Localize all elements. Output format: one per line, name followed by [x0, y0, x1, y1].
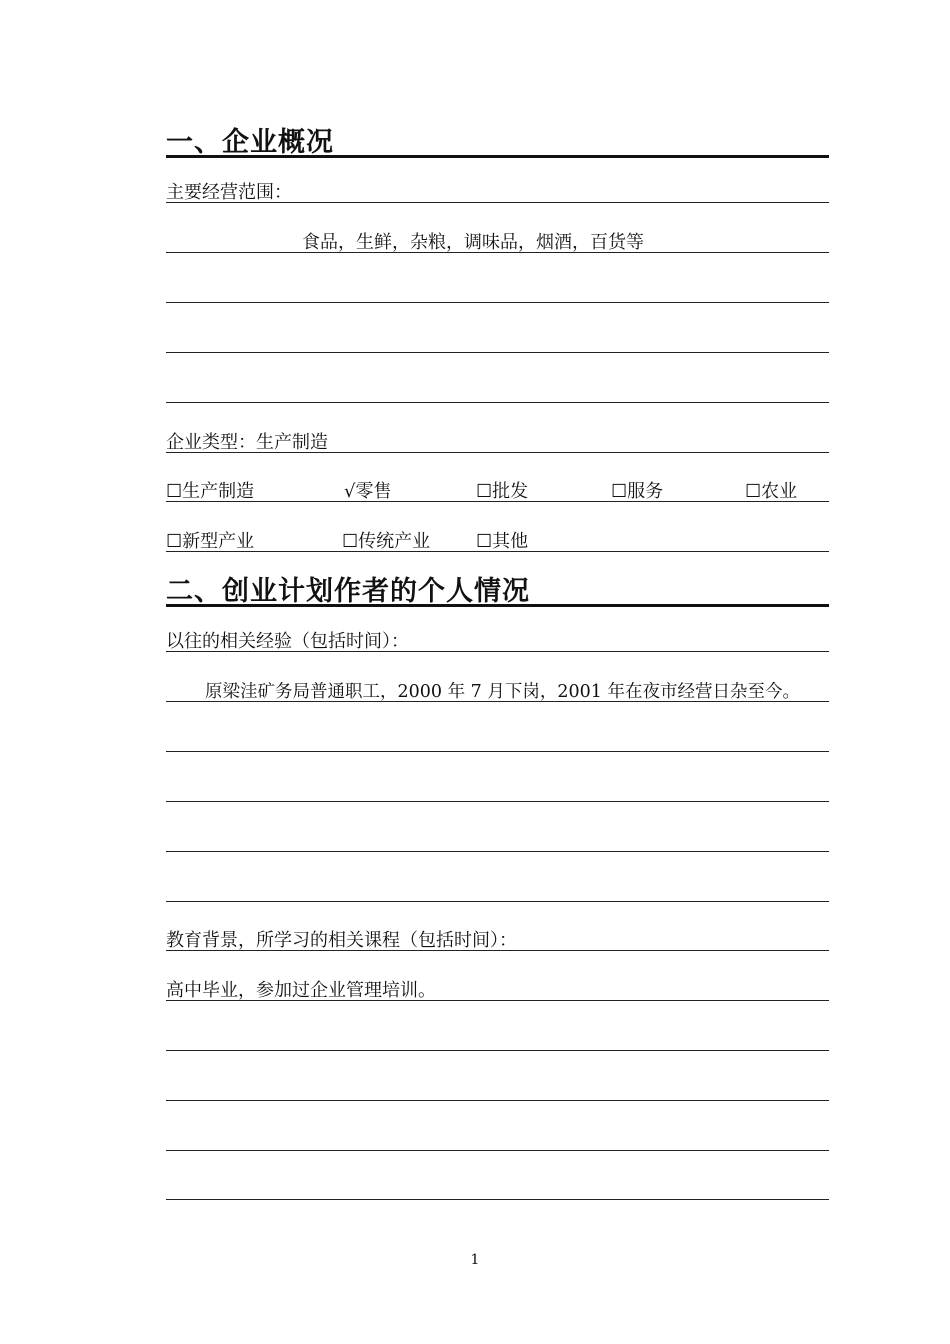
- option-new-industry[interactable]: ☐新型产业: [166, 531, 255, 552]
- section1-heading-rule: [166, 155, 829, 158]
- form-line: [166, 801, 829, 802]
- form-line: [166, 701, 829, 702]
- form-line: [166, 1100, 829, 1101]
- form-line: [166, 1000, 829, 1001]
- option-wholesale[interactable]: ☐批发: [476, 481, 529, 502]
- form-line: [166, 1150, 829, 1151]
- form-line: [166, 901, 829, 902]
- page-number: 1: [470, 1252, 480, 1268]
- form-line: [166, 202, 829, 203]
- experience-value: 原梁洼矿务局普通职工，2000 年 7 月下岗，2001 年在夜市经营日杂至今。: [205, 682, 800, 702]
- option-retail[interactable]: √零售: [344, 481, 392, 502]
- form-line: [166, 252, 829, 253]
- form-line: [166, 302, 829, 303]
- option-service[interactable]: ☐服务: [611, 481, 664, 502]
- form-line: [166, 1050, 829, 1051]
- option-traditional-industry[interactable]: ☐传统产业: [342, 531, 431, 552]
- education-label: 教育背景，所学习的相关课程（包括时间）：: [166, 930, 517, 951]
- form-line: [166, 950, 829, 951]
- section2-heading: 二、创业计划作者的个人情况: [166, 576, 530, 607]
- form-line: [166, 402, 829, 403]
- form-line: [166, 551, 829, 552]
- option-manufacturing[interactable]: ☐生产制造: [166, 481, 255, 502]
- form-line: [166, 352, 829, 353]
- form-line: [166, 452, 829, 453]
- business-scope-value: 食品，生鲜，杂粮，调味品，烟酒，百货等: [302, 232, 644, 253]
- option-agriculture[interactable]: ☐农业: [745, 481, 798, 502]
- form-line: [166, 501, 829, 502]
- form-line: [166, 651, 829, 652]
- experience-label: 以往的相关经验（包括时间）：: [166, 631, 409, 652]
- option-other[interactable]: ☐其他: [476, 531, 529, 552]
- section2-heading-rule: [166, 604, 829, 607]
- form-line: [166, 1199, 829, 1200]
- business-scope-label: 主要经营范围：: [166, 182, 292, 203]
- enterprise-type-label: 企业类型：生产制造: [166, 432, 328, 453]
- education-value: 高中毕业，参加过企业管理培训。: [166, 980, 436, 1001]
- section1-heading: 一、企业概况: [166, 127, 334, 158]
- form-line: [166, 751, 829, 752]
- form-line: [166, 851, 829, 852]
